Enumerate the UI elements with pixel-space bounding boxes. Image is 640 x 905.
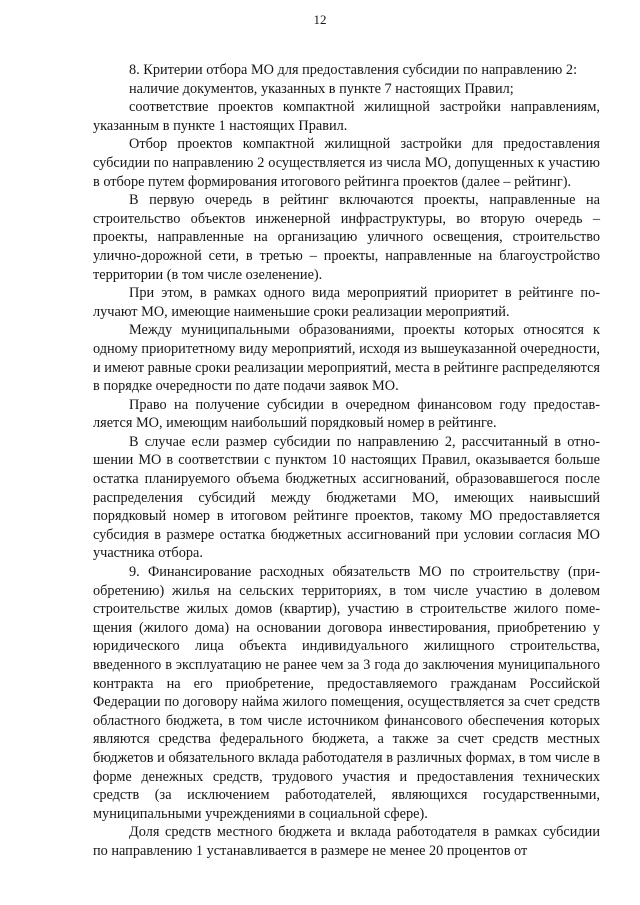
paragraph-criterion-compliance: соответствие проектов компактной жилищной застройки направлениям, указанным в пункте 1 настоящих Правил. (93, 99, 600, 134)
document-body (93, 61, 600, 861)
paragraph-equal-priority: Между муниципальными образованиями, проекты которых относятся к одному приоритетному виду мероприятий, исходя из вышеуказанной очередности, и имеют равные сроки реализации мероприятий, места в рейтинге распределяются в порядке очередности по дате подачи заявок МО. (93, 322, 600, 395)
paragraph-local-budget-share: Доля средств местного бюджета и вклада работодателя в рамках субсидии по направлению 1 устанавливается в размере не менее 20 процентов от (93, 824, 600, 859)
paragraph-selection-rating: Отбор проектов компактной жилищной застройки для предоставления субсидии по направлению 2 осуществляется из числа МО, допущенных к участию в отборе путем формирования итогового рейтинга проектов (далее – рейтинг). (93, 136, 600, 190)
paragraph-implementation-terms: При этом, в рамках одного вида мероприятий приоритет в рейтинге получают МО, имеющие наименьшие сроки реализации мероприятий. (93, 285, 600, 320)
paragraph-criteria-heading: 8. Критерии отбора МО для предоставления субсидии по направлению 2: (129, 62, 578, 78)
paragraph-criterion-documents: наличие документов, указанных в пункте 7 настоящих Правил; (129, 80, 514, 97)
paragraph-subsidy-remainder: В случае если размер субсидии по направлению 2, рассчитанный в отношении МО в соответствии с пунктом 10 настоящих Правил, оказывается больше остатка планируемого объема бюджетных ассигнований, образовавшегося после распределения субсидий между бюджетами МО, имеющих наивысший порядковый номер в итоговом рейтинге проектов, такому МО предоставляется субсидия в размере остатка бюджетных ассигнований при условии согласия МО участника отбора. (93, 433, 600, 562)
paragraph-financing-housing: 9. Финансирование расходных обязательств МО по строительству (приобретению) жилья на сельских территориях, в том числе участию в долевом строительстве жилых домов (квартир), участию в строительстве жилого помещения (жилого дома) на основании договора инвестирования, приобретению у юридического лица объекта индивидуального жилищного строительства, введенного в эксплуатацию не ранее чем за 3 года до заключения муниципального контракта на его приобретение, предоставляемого гражданам Российской Федерации по договору найма жилого помещения, осуществляется за счет средств областного бюджета, в том числе источником финансового обеспечения которых являются средства федерального бюджета, а также за счет средств местных бюджетов и обязательного вклада работодателя в различных формах, в том числе в форме денежных средств, трудового участия и предоставления технических средств (за исключением работодателей, являющихся государственными, муниципальными учреждениями в социальной сфере). (93, 564, 600, 822)
page-number: 12 (313, 12, 327, 27)
paragraph-rating-priority: В первую очередь в рейтинг включаются проекты, направленные на строительство объектов инженерной инфраструктуры, во вторую очередь – проекты, направленные на организацию уличного освещения, строительство улично-дорожной сети, в третью – проекты, направленные на благоустройство территории (в том числе озеленение). (93, 192, 600, 283)
paragraph-subsidy-right: Право на получение субсидии в очередном финансовом году предоставляется МО, имеющим наибольший порядковый номер в рейтинге. (93, 396, 600, 432)
